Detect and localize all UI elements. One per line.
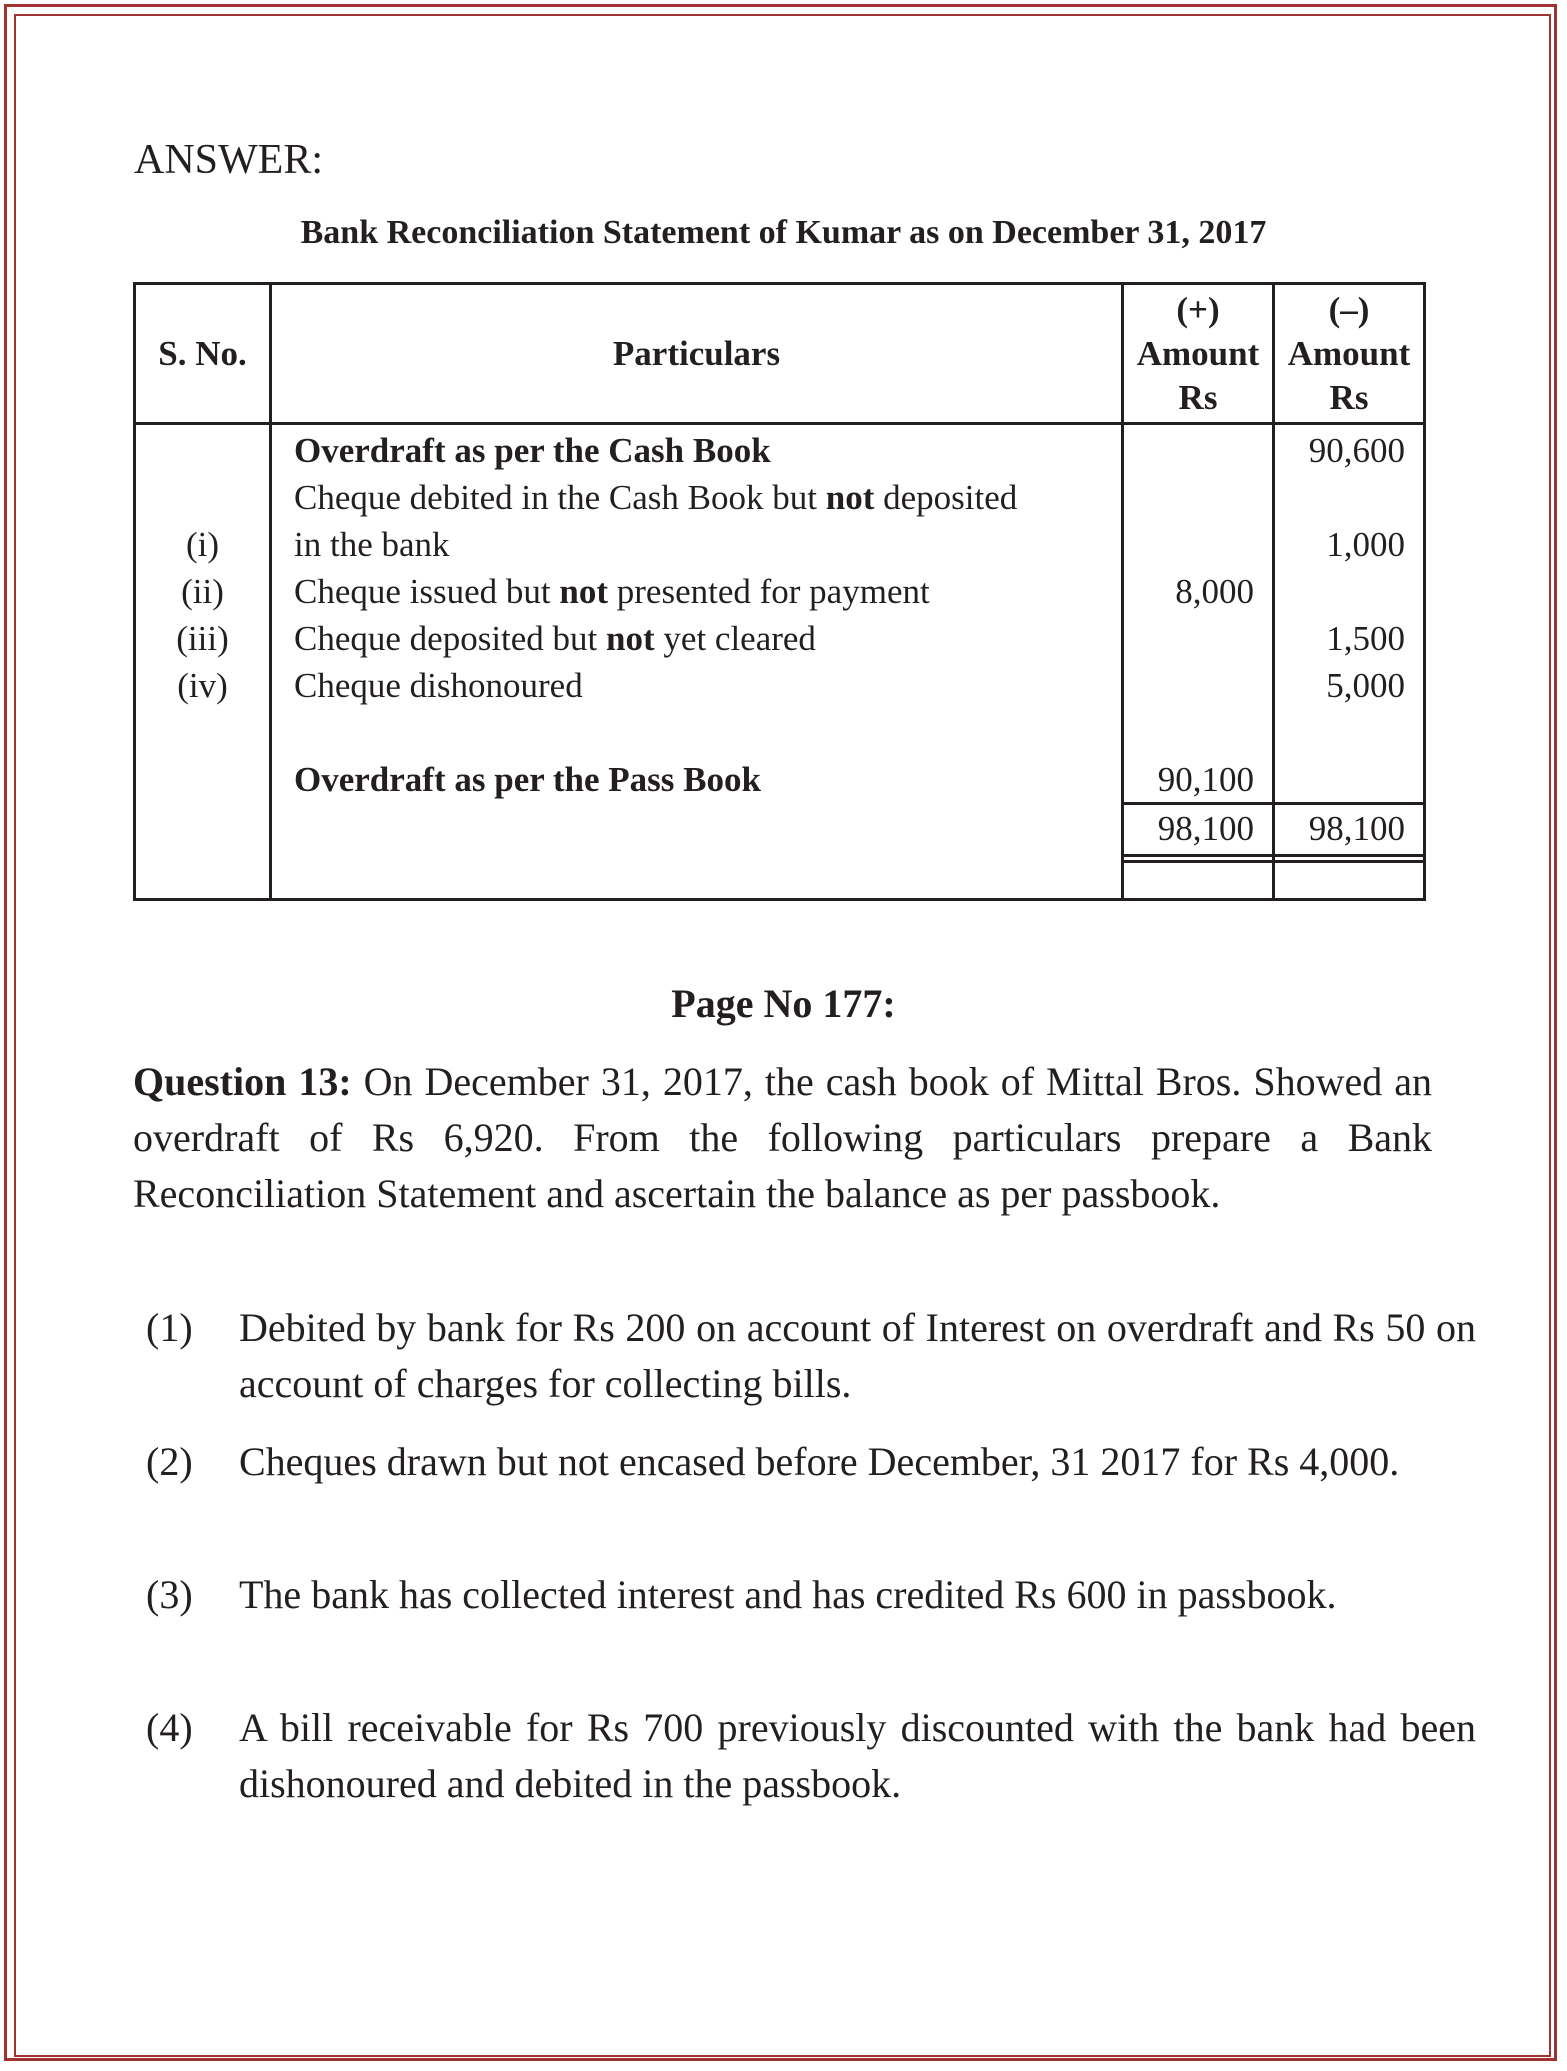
particulars-text: Cheque deposited but [294,619,607,658]
header-minus-amount [1274,284,1425,424]
statement-title: Bank Reconciliation Statement of Kumar as on December 31, 2017 [300,214,1267,251]
particulars-text: not [606,619,655,658]
row-sno [136,474,269,521]
reconciliation-table [133,282,1426,901]
item-number: (2) [146,1439,193,1484]
row-particulars [294,756,761,803]
minus-amount-label: Amount [1287,333,1411,373]
plus-amount-column [1123,424,1274,900]
header-particulars: Particulars [271,284,1123,424]
item-text: The bank has collected interest and has credited Rs 600 in passbook. [239,1572,1337,1617]
item-text: Debited by bank for Rs 200 on account of Interest on overdraft and Rs 50 on account of charges for collecting bills. [239,1305,1476,1406]
total-minus-amount: 98,100 [1308,809,1405,848]
sno-column [135,424,271,900]
plus-sign: (+) [1176,289,1220,329]
question-text [133,1054,1432,1222]
row-sno [136,756,269,803]
item-number: (4) [146,1705,193,1750]
item-text: A bill receivable for Rs 700 previously discounted with the bank had been dishonoured and debited in the passbook. [239,1705,1476,1806]
row-minus-amount: 1,000 [1326,525,1405,564]
particulars-text: not [559,572,609,611]
particulars-text: presented for payment [608,572,930,611]
item-number: (3) [146,1572,193,1617]
row-sno: (ii) [181,572,224,611]
double-rule [1124,854,1272,857]
row-minus-amount: 1,500 [1326,619,1405,658]
row-minus-amount: 5,000 [1326,666,1405,705]
row-particulars [294,521,450,568]
header-sno: S. No. [135,284,271,424]
row-particulars [294,615,816,662]
table-header-row [135,284,1425,424]
minus-amount-column [1274,424,1425,900]
double-rule [1124,860,1272,863]
plus-amount-label: Amount [1136,333,1260,373]
minus-currency: Rs [1329,377,1369,417]
minus-sign: (–) [1328,289,1370,329]
page-heading: Page No 177: [671,981,896,1026]
item-text: Cheques drawn but not encased before December, 31 2017 for Rs 4,000. [239,1439,1400,1484]
particulars-text: in the bank [294,525,450,564]
question-body: On December 31, 2017, the cash book of Mittal Bros. Showed an overdraft of Rs 6,920. From the following particulars prepare a Bank Reconciliation Statement and ascertain the balance as per passbook. [133,1059,1432,1216]
particulars-text: Cheque issued but [294,572,560,611]
row-particulars [294,568,930,615]
answer-label: ANSWER: [134,137,323,183]
particulars-text: Cheque debited in the Cash Book but [294,478,826,517]
row-particulars [294,427,771,474]
double-rule [1275,860,1423,863]
particulars-text: Cheque dishonoured [294,666,583,705]
row-minus-amount: 90,600 [1308,431,1405,470]
row-plus-amount: 8,000 [1175,572,1254,611]
plus-currency: Rs [1178,377,1218,417]
particulars-text: yet cleared [654,619,816,658]
row-particulars [294,662,583,709]
row-sno: (iii) [176,619,229,658]
question-label: Question 13: [133,1059,352,1104]
particulars-text: not [825,478,875,517]
row-sno: (i) [185,525,220,564]
particulars-column [271,424,1123,900]
particulars-text: Overdraft as per the Pass Book [294,760,761,799]
row-sno [136,427,269,474]
double-rule [1275,854,1423,857]
row-sno: (iv) [177,666,228,705]
item-number: (1) [146,1305,193,1350]
particulars-text: Overdraft as per the Cash Book [294,431,771,470]
header-plus-amount [1123,284,1274,424]
particulars-text: deposited [874,478,1018,517]
row-plus-amount: 90,100 [1157,760,1254,799]
total-plus-amount: 98,100 [1157,809,1254,848]
row-particulars [294,474,1017,521]
